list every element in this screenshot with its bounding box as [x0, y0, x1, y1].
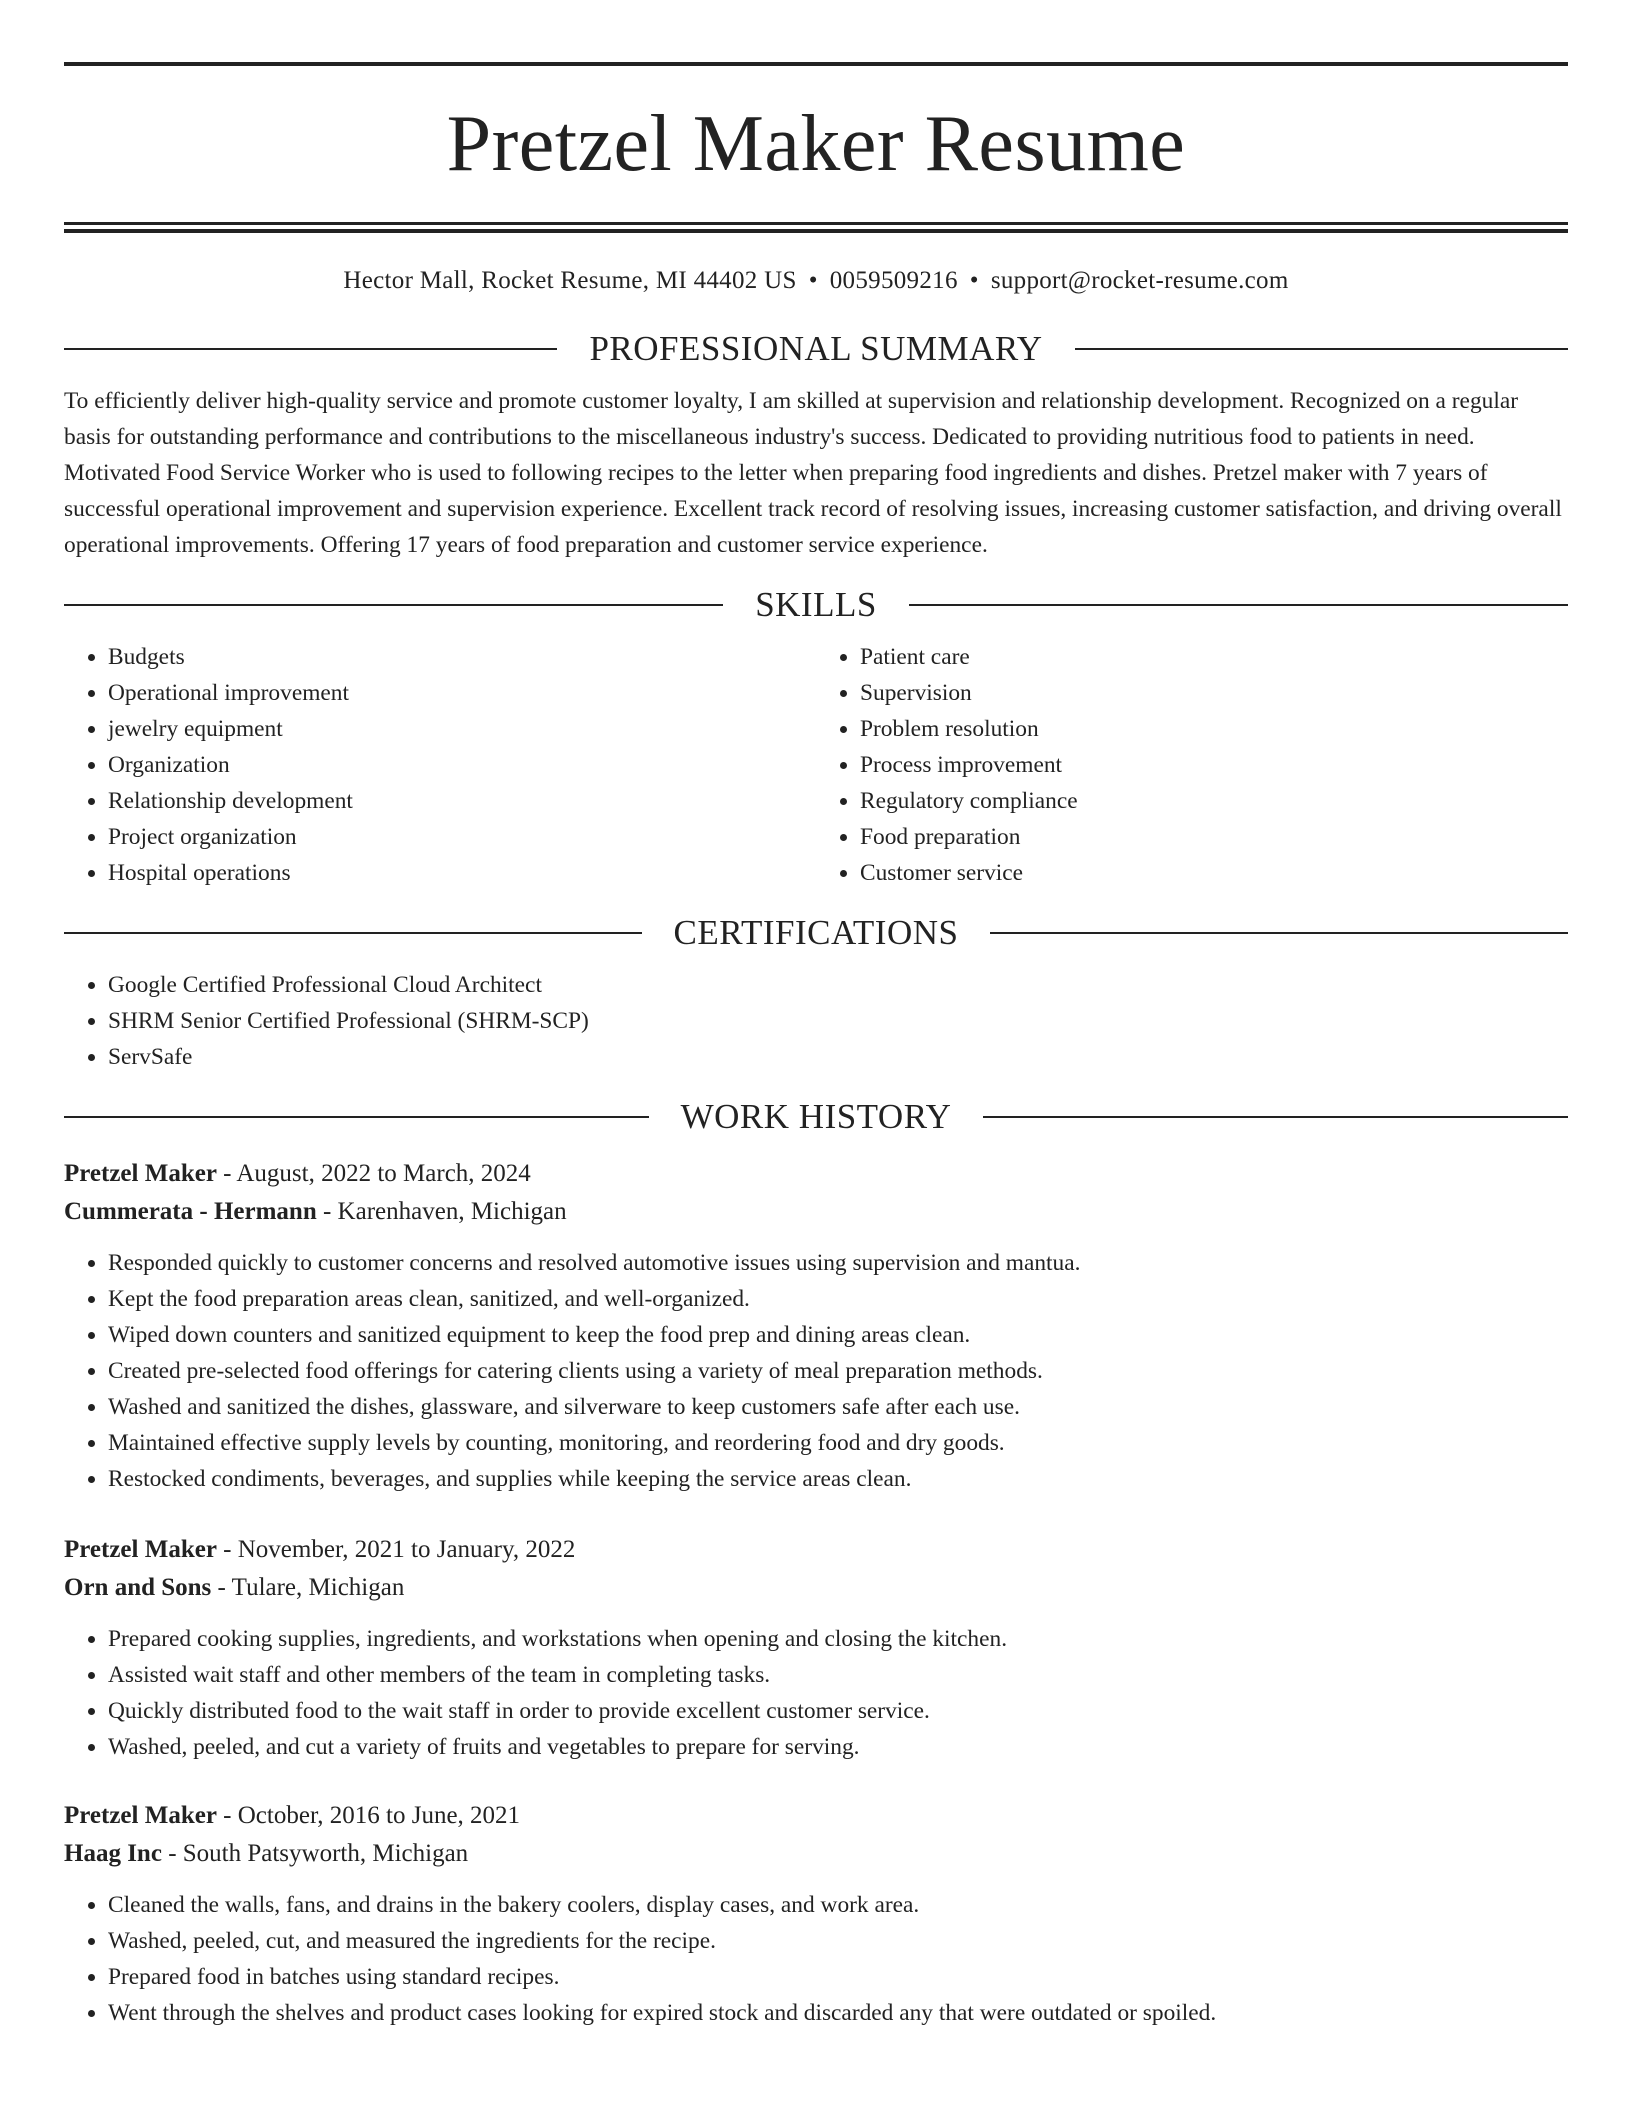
- skill-item: • Hospital operations: [108, 855, 816, 891]
- contact-separator: •: [969, 267, 979, 294]
- section-title: SKILLS: [755, 585, 877, 624]
- job-title: Pretzel Maker: [64, 1802, 217, 1829]
- contact-line: [64, 267, 1568, 295]
- job-duty: • Kept the food preparation areas clean, sanitized, and well-organized.: [108, 1281, 1568, 1317]
- skill-item: • Patient care: [860, 639, 1568, 675]
- contact-email[interactable]: support@rocket-resume.com: [990, 267, 1289, 294]
- skill-item: • Process improvement: [860, 747, 1568, 783]
- certification-item: • ServSafe: [108, 1039, 1568, 1075]
- heading-rule: [64, 932, 642, 934]
- job-duty: • Prepared food in batches using standard recipes.: [108, 1959, 1568, 1995]
- job-location: - Karenhaven, Michigan: [316, 1198, 567, 1225]
- heading-rule: [64, 1116, 649, 1118]
- job-title: Pretzel Maker: [64, 1536, 217, 1563]
- job-company-line: [64, 1835, 1568, 1873]
- job-company-line: [64, 1193, 1568, 1231]
- skill-item: • Food preparation: [860, 819, 1568, 855]
- contact-phone: 0059509216: [829, 267, 958, 294]
- section-title: CERTIFICATIONS: [673, 913, 959, 952]
- job-duty: • Washed, peeled, cut, and measured the ingredients for the recipe.: [108, 1923, 1568, 1959]
- page-title: Pretzel Maker Resume: [446, 100, 1186, 188]
- job-entry: [64, 1155, 1568, 1497]
- resume-page: [64, 62, 1568, 2031]
- job-duties-list: [64, 1621, 1568, 1765]
- skill-item: • Regulatory compliance: [860, 783, 1568, 819]
- job-duties-list: [64, 1245, 1568, 1497]
- top-rule: [64, 62, 1568, 66]
- job-duty: • Prepared cooking supplies, ingredients, and workstations when opening and closing the kitchen.: [108, 1621, 1568, 1657]
- job-duty: • Wiped down counters and sanitized equipment to keep the food prep and dining areas clean.: [108, 1317, 1568, 1353]
- skill-item: • Organization: [108, 747, 816, 783]
- certification-item: • Google Certified Professional Cloud Architect: [108, 967, 1568, 1003]
- skill-item: • Operational improvement: [108, 675, 816, 711]
- job-entry: [64, 1531, 1568, 1765]
- summary-paragraph: To efficiently deliver high-quality service and promote customer loyalty, I am skilled at supervision and relationship development. Recognized on a regular basis for outstanding performance and contributions to the miscellaneous industry's success. Dedicated to providing nutritious food to patients in need. Motivated Food Service Worker who is used to following recipes to the letter when preparing food ingredients and dishes. Pretzel maker with 7 years of successful operational improvement and supervision experience. Excellent track record of resolving issues, increasing customer satisfaction, and driving overall operational improvements. Offering 17 years of food preparation and customer service experience.: [64, 388, 1562, 558]
- job-dates: - October, 2016 to June, 2021: [216, 1802, 521, 1829]
- heading-rule: [1075, 348, 1568, 350]
- skill-item: • Problem resolution: [860, 711, 1568, 747]
- certifications-list: [64, 967, 1568, 1075]
- job-duty: • Responded quickly to customer concerns and resolved automotive issues using supervision and mantua.: [108, 1245, 1568, 1281]
- job-company-line: [64, 1569, 1568, 1607]
- heading-rule: [64, 604, 723, 606]
- skill-item: • Relationship development: [108, 783, 816, 819]
- skills-list: [64, 639, 1568, 891]
- section-heading-certifications: [64, 913, 1568, 953]
- job-title: Pretzel Maker: [64, 1160, 217, 1187]
- section-heading-skills: [64, 585, 1568, 625]
- contact-address: Hector Mall, Rocket Resume, MI 44402 US: [343, 267, 797, 294]
- job-duty: • Quickly distributed food to the wait staff in order to provide excellent customer service.: [108, 1693, 1568, 1729]
- job-location: - Tulare, Michigan: [211, 1574, 405, 1601]
- certification-item: • SHRM Senior Certified Professional (SHRM-SCP): [108, 1003, 1568, 1039]
- skills-column-right: [816, 639, 1568, 891]
- job-duty: • Went through the shelves and product cases looking for expired stock and discarded any that were outdated or spoiled.: [108, 1995, 1568, 2031]
- heading-rule: [983, 1116, 1568, 1118]
- job-company: Orn and Sons: [64, 1574, 212, 1601]
- section-title: WORK HISTORY: [680, 1097, 952, 1136]
- job-duty: • Restocked condiments, beverages, and supplies while keeping the service areas clean.: [108, 1461, 1568, 1497]
- job-entry: [64, 1797, 1568, 2031]
- title-double-rule: [64, 222, 1568, 233]
- skills-column-left: [64, 639, 816, 891]
- job-duty: • Assisted wait staff and other members of the team in completing tasks.: [108, 1657, 1568, 1693]
- heading-rule: [64, 348, 557, 350]
- job-duty: • Washed and sanitized the dishes, glassware, and silverware to keep customers safe after each use.: [108, 1389, 1568, 1425]
- heading-rule: [990, 932, 1568, 934]
- job-company: Haag Inc: [64, 1840, 162, 1867]
- job-duty: • Created pre-selected food offerings for catering clients using a variety of meal preparation methods.: [108, 1353, 1568, 1389]
- section-heading-work-history: [64, 1097, 1568, 1137]
- skill-item: • Project organization: [108, 819, 816, 855]
- section-title: PROFESSIONAL SUMMARY: [589, 329, 1043, 368]
- job-title-line: [64, 1155, 1568, 1193]
- skill-item: • Supervision: [860, 675, 1568, 711]
- job-duties-list: [64, 1887, 1568, 2031]
- job-title-line: [64, 1531, 1568, 1569]
- contact-separator: •: [808, 267, 818, 294]
- job-title-line: [64, 1797, 1568, 1835]
- job-dates: - August, 2022 to March, 2024: [216, 1160, 531, 1187]
- skill-item: • Customer service: [860, 855, 1568, 891]
- job-location: - South Patsyworth, Michigan: [161, 1840, 469, 1867]
- section-heading-summary: [64, 329, 1568, 369]
- job-duty: • Cleaned the walls, fans, and drains in the bakery coolers, display cases, and work area.: [108, 1887, 1568, 1923]
- heading-rule: [909, 604, 1568, 606]
- job-duty: • Maintained effective supply levels by counting, monitoring, and reordering food and dry goods.: [108, 1425, 1568, 1461]
- job-dates: - November, 2021 to January, 2022: [216, 1536, 576, 1563]
- skill-item: • Budgets: [108, 639, 816, 675]
- job-company: Cummerata - Hermann: [64, 1198, 317, 1225]
- skill-item: • jewelry equipment: [108, 711, 816, 747]
- job-duty: • Washed, peeled, and cut a variety of fruits and vegetables to prepare for serving.: [108, 1729, 1568, 1765]
